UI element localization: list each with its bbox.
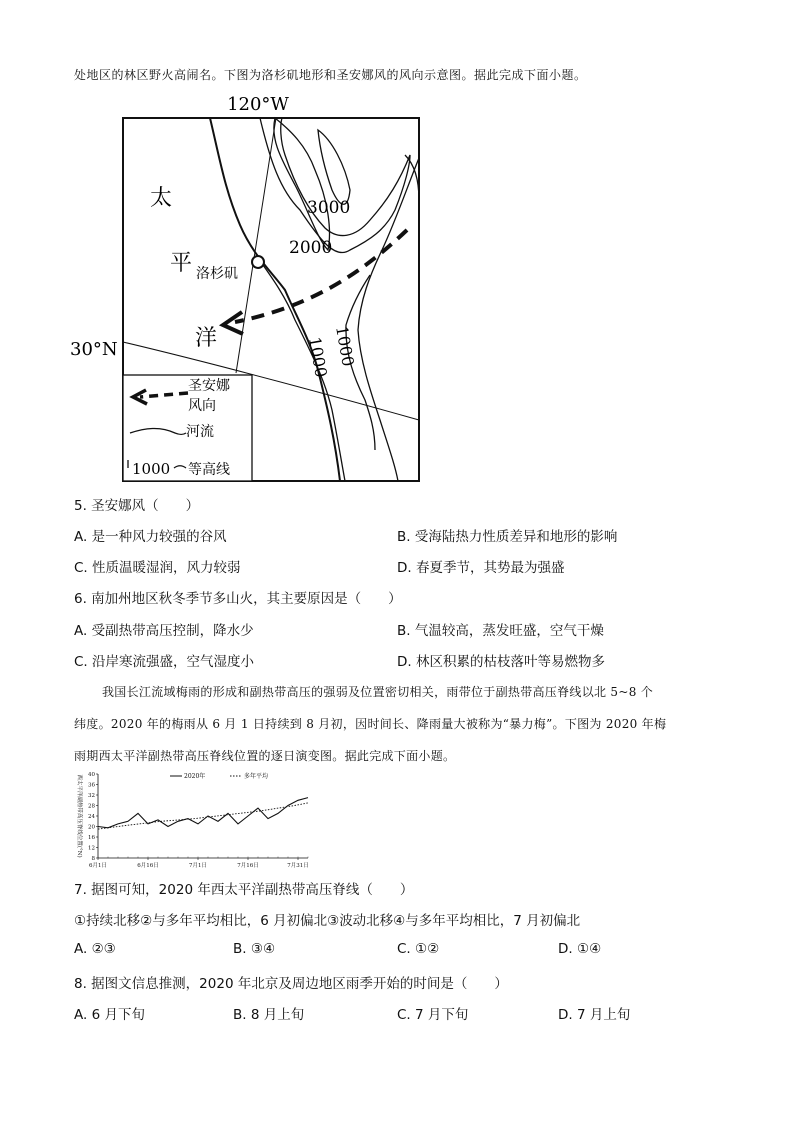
ridge-chart — [70, 768, 315, 876]
q7-option-d: D. ①④ — [558, 941, 602, 957]
q6-option-b: B. 气温较高，蒸发旺盛，空气干燥 — [397, 623, 604, 639]
chart-y-tick-label: 20 — [88, 824, 95, 831]
q6-option-a: A. 受副热带高压控制，降水少 — [74, 623, 254, 639]
chart-y-tick-label: 32 — [88, 793, 95, 799]
passage — [74, 676, 734, 772]
q7-stem: 7. 据图可知，2020 年西太平洋副热带高压脊线（ ） — [74, 882, 414, 898]
q7-option-b: B. ③④ — [233, 941, 276, 957]
intro-line: 处地区的林区野火高闹名。下图为洛杉矶地形和圣安娜风的风向示意图。据此完成下面小题。 — [74, 68, 587, 82]
chart-y-tick-label: 24 — [88, 814, 95, 820]
q6-option-d: D. 林区积累的枯枝落叶等易燃物多 — [397, 654, 605, 670]
legend-wind-label: 圣安娜 — [188, 378, 230, 394]
q7-option-a: A. ②③ — [74, 941, 116, 957]
map-figure — [70, 90, 430, 485]
city-marker — [252, 256, 264, 268]
ocean-char-3: 洋 — [195, 326, 218, 351]
series-2020-line — [98, 798, 308, 828]
contour-label-1000-b: 1000 — [332, 324, 358, 368]
city-label: 洛杉矶 — [196, 266, 238, 282]
chart-x-tick-label: 6月16日 — [137, 863, 159, 869]
chart-y-tick-label: 12 — [88, 845, 95, 852]
q7-option-c: C. ①② — [397, 941, 440, 957]
contour-label-2000: 2000 — [289, 238, 333, 258]
q5-option-b: B. 受海陆热力性质差异和地形的影响 — [397, 529, 618, 545]
chart-x-tick-label: 7月16日 — [237, 863, 259, 869]
passage-line-1: 我国长江流域梅雨的形成和副热带高压的强弱及位置密切相关，雨带位于副热带高压脊线以北 5~8 个 — [102, 685, 654, 699]
chart-x-tick-label: 7月31日 — [287, 863, 309, 869]
contour-1000-right — [358, 158, 419, 481]
q8-stem: 8. 据图文信息推测，2020 年北京及周边地区雨季开始的时间是（ ） — [74, 976, 508, 992]
passage-line-2: 纬度。2020 年的梅雨从 6 月 1 日持续到 8 月初，因时间长、降雨量大被称为“暴力梅”。下图为 2020 年梅 — [74, 717, 667, 731]
chart-y-tick-label: 16 — [88, 835, 95, 841]
q5-option-d: D. 春夏季节，其势最为强盛 — [397, 560, 565, 576]
q7-options-line: ①持续北移②与多年平均相比，6 月初偏北③波动北移④与多年平均相比，7 月初偏北 — [74, 913, 581, 929]
contour-label-1000-a: 1000 — [305, 335, 331, 379]
chart-y-tick-label: 28 — [88, 803, 95, 810]
lat-label: 30°N — [70, 339, 118, 360]
ocean-char-2: 平 — [170, 251, 193, 276]
q5-option-c: C. 性质温暖湿润，风力较弱 — [74, 560, 241, 576]
q5-option-a: A. 是一种风力较强的谷风 — [74, 529, 227, 545]
q8-option-d: D. 7 月上旬 — [558, 1007, 631, 1023]
q8-option-c: C. 7 月下旬 — [397, 1007, 469, 1023]
lon-label: 120°W — [227, 94, 289, 115]
legend-2020-label: 2020年 — [184, 773, 206, 780]
series-average-line — [98, 803, 308, 829]
legend-river-label: 河流 — [186, 424, 214, 440]
legend-wind-label-2: 风向 — [188, 398, 216, 414]
contour-2000 — [260, 118, 410, 253]
chart-x-tick-label: 7月1日 — [189, 863, 207, 869]
chart-y-label: 西太平洋副热带高压脊线位置(°N) — [76, 774, 82, 858]
legend-contour-label: 等高线 — [188, 462, 230, 478]
legend-average-label: 多年平均 — [244, 773, 269, 780]
q8-option-a: A. 6 月下旬 — [74, 1007, 145, 1023]
q5-stem: 5. 圣安娜风（ ） — [74, 498, 200, 514]
q8-option-b: B. 8 月上旬 — [233, 1007, 305, 1023]
q6-option-c: C. 沿岸寒流强盛，空气湿度小 — [74, 654, 255, 670]
chart-y-tick-label: 8 — [91, 856, 95, 862]
contour-label-3000: 3000 — [307, 198, 351, 218]
legend-contour-value: 1000 — [132, 460, 171, 478]
chart-y-tick-label: 40 — [88, 772, 95, 778]
passage-line-3: 雨期西太平洋副热带高压脊线位置的逐日演变图。据此完成下面小题。 — [74, 749, 456, 763]
contour-1000-left — [258, 258, 345, 481]
q6-stem: 6. 南加州地区秋冬季节多山火，其主要原因是（ ） — [74, 591, 402, 607]
chart-x-tick-label: 6月1日 — [89, 863, 107, 869]
chart-y-tick-label: 36 — [88, 782, 95, 789]
ocean-char-1: 太 — [150, 186, 173, 211]
